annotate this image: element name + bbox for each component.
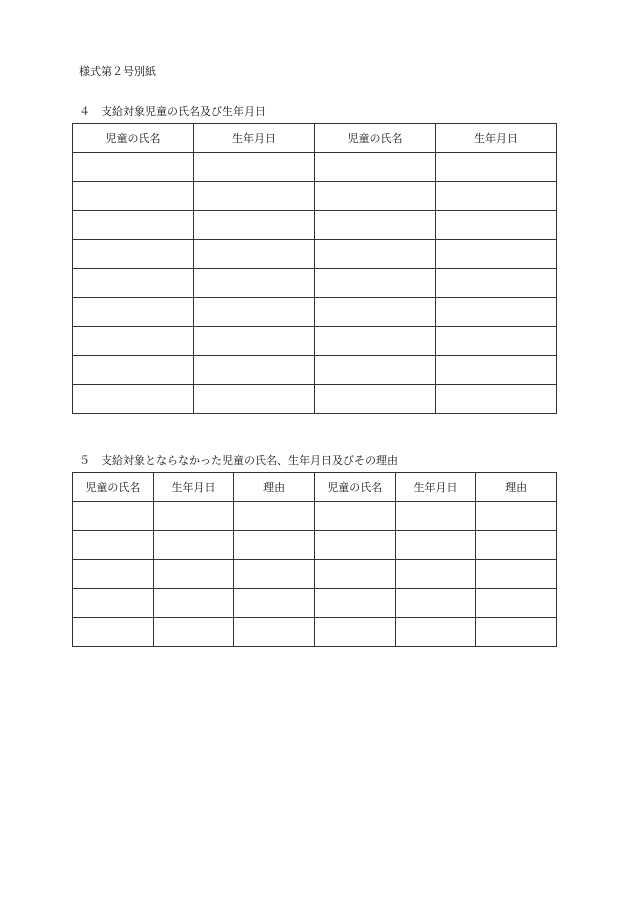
table-cell[interactable] xyxy=(315,240,436,269)
table-cell[interactable] xyxy=(395,502,476,531)
table-cell[interactable] xyxy=(194,240,315,269)
table-cell[interactable] xyxy=(234,618,315,647)
column-header: 生年月日 xyxy=(194,124,315,153)
table-cell[interactable] xyxy=(476,560,557,589)
table-cell[interactable] xyxy=(314,560,395,589)
section4-heading: ４ 支給対象児童の氏名及び生年月日 xyxy=(79,105,266,118)
table-header-row xyxy=(73,124,557,153)
column-header: 児童の氏名 xyxy=(73,473,154,502)
table-cell[interactable] xyxy=(194,298,315,327)
table-cell[interactable] xyxy=(73,589,154,618)
table-row xyxy=(73,153,557,182)
table-cell[interactable] xyxy=(153,589,234,618)
table-row xyxy=(73,589,557,618)
table-cell[interactable] xyxy=(315,356,436,385)
table-cell[interactable] xyxy=(395,589,476,618)
table-cell[interactable] xyxy=(314,502,395,531)
table-cell[interactable] xyxy=(314,589,395,618)
table-cell[interactable] xyxy=(153,560,234,589)
table-header-row xyxy=(73,473,557,502)
table-row xyxy=(73,298,557,327)
column-header: 児童の氏名 xyxy=(314,473,395,502)
column-header: 児童の氏名 xyxy=(315,124,436,153)
table-cell[interactable] xyxy=(73,153,194,182)
table-cell[interactable] xyxy=(153,502,234,531)
table-cell[interactable] xyxy=(194,385,315,414)
table-cell[interactable] xyxy=(234,560,315,589)
table-cell[interactable] xyxy=(476,531,557,560)
table-cell[interactable] xyxy=(194,153,315,182)
table-cell[interactable] xyxy=(73,327,194,356)
table-cell[interactable] xyxy=(436,182,557,211)
table-cell[interactable] xyxy=(73,211,194,240)
table-cell[interactable] xyxy=(73,269,194,298)
table-cell[interactable] xyxy=(436,269,557,298)
table-cell[interactable] xyxy=(234,589,315,618)
table-cell[interactable] xyxy=(73,385,194,414)
table-cell[interactable] xyxy=(73,618,154,647)
table-cell[interactable] xyxy=(395,560,476,589)
table-cell[interactable] xyxy=(395,618,476,647)
table-cell[interactable] xyxy=(476,589,557,618)
table-cell[interactable] xyxy=(436,240,557,269)
eligible-children-table xyxy=(72,123,557,414)
table-cell[interactable] xyxy=(194,356,315,385)
table-cell[interactable] xyxy=(234,531,315,560)
table-row xyxy=(73,385,557,414)
table-cell[interactable] xyxy=(315,385,436,414)
table-cell[interactable] xyxy=(153,531,234,560)
table-cell[interactable] xyxy=(436,211,557,240)
table-cell[interactable] xyxy=(314,531,395,560)
table-cell[interactable] xyxy=(315,153,436,182)
table-cell[interactable] xyxy=(395,531,476,560)
table-cell[interactable] xyxy=(73,560,154,589)
column-header: 理由 xyxy=(234,473,315,502)
table-cell[interactable] xyxy=(194,327,315,356)
table-cell[interactable] xyxy=(315,298,436,327)
ineligible-children-table xyxy=(72,472,557,647)
table-cell[interactable] xyxy=(73,240,194,269)
table-cell[interactable] xyxy=(436,298,557,327)
table-cell[interactable] xyxy=(234,502,315,531)
table-row xyxy=(73,327,557,356)
table-cell[interactable] xyxy=(476,502,557,531)
table-cell[interactable] xyxy=(314,618,395,647)
table-cell[interactable] xyxy=(73,356,194,385)
table-row xyxy=(73,211,557,240)
table-cell[interactable] xyxy=(73,502,154,531)
table-row xyxy=(73,618,557,647)
table-row xyxy=(73,502,557,531)
column-header: 生年月日 xyxy=(395,473,476,502)
table-cell[interactable] xyxy=(73,298,194,327)
table-cell[interactable] xyxy=(73,531,154,560)
table-cell[interactable] xyxy=(436,356,557,385)
table-row xyxy=(73,560,557,589)
column-header: 生年月日 xyxy=(436,124,557,153)
table-cell[interactable] xyxy=(194,182,315,211)
table-cell[interactable] xyxy=(194,269,315,298)
column-header: 児童の氏名 xyxy=(73,124,194,153)
table-row xyxy=(73,182,557,211)
column-header: 生年月日 xyxy=(153,473,234,502)
table-row xyxy=(73,240,557,269)
form-label: 様式第２号別紙 xyxy=(79,65,156,78)
table-cell[interactable] xyxy=(315,269,436,298)
table-row xyxy=(73,531,557,560)
table-cell[interactable] xyxy=(73,182,194,211)
table-cell[interactable] xyxy=(194,211,315,240)
table-cell[interactable] xyxy=(436,153,557,182)
table-cell[interactable] xyxy=(436,385,557,414)
table-row xyxy=(73,269,557,298)
table-cell[interactable] xyxy=(436,327,557,356)
table-cell[interactable] xyxy=(315,182,436,211)
column-header: 理由 xyxy=(476,473,557,502)
table-cell[interactable] xyxy=(153,618,234,647)
table-row xyxy=(73,356,557,385)
section5-heading: ５ 支給対象とならなかった児童の氏名、生年月日及びその理由 xyxy=(79,454,398,467)
table-cell[interactable] xyxy=(315,211,436,240)
table-cell[interactable] xyxy=(476,618,557,647)
table-cell[interactable] xyxy=(315,327,436,356)
